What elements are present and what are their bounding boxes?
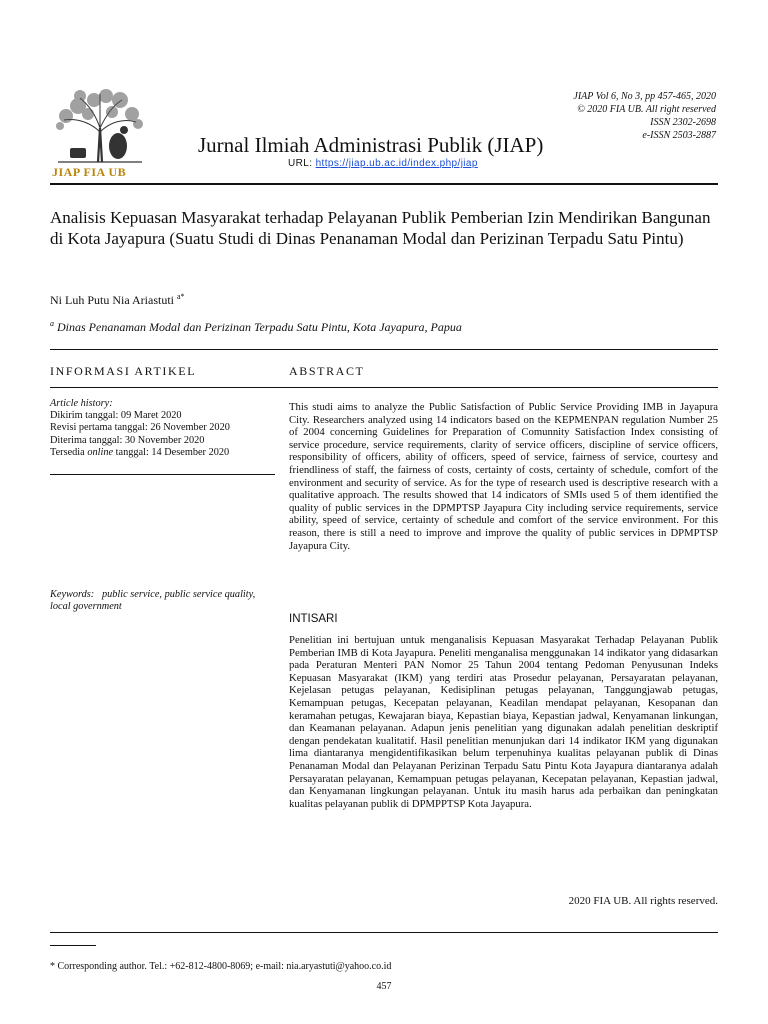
footnote-divider xyxy=(50,945,96,946)
intisari-text: Penelitian ini bertujuan untuk menganalisis Kepuasan Masyarakat Terhadap Pelayanan Publik Pemberian IMB di Kota Jayapura. Peneliti menganalisa menggunakan 14 indikator yang didasarkan pada Peraturan Menteri PAN Nomor 25 Tahun 2004 tentang Pedoman Penyusunan Indeks Kepuasan Masyarakat (IKM) yang terdiri atas Prosedur pelayanan, Persayaratan pelayanan, Kejelasan petugas pelayanan, Kedisiplinan petugas pelayanan, Tanggungjawab petugas, Kemampuan petugas, Kecepatan pelayanan, Keadilan mendapat pelayanan, Kesopanan dan keramahan petugas, Kewajaran biaya, Kepastian biaya, Kepastian jadwal, Kenyamanan linkungan, dan Keamanan pelayanan. Adapun jenis penelitian yang digunakan adalah penelitian deskriptif dengan pendekatan kualitatif. Hasil penelitian menunjukan dari 14 indikator IKM yang digunakan lima diantaranya mengidentifikasikan belum terpenuhinya kualitas pelayanan publik di Dinas Penanaman Modal dan Pelayanan Perizinan Terpadu Satu Pintu Kota Jayapura diantaranya adalah Persayaratan pelayanan, Kemampuan petugas pelayanan, Kecepatan pelayanan, Kepastian jadwal, dan Kenyamanan lingkungan pelayanan. Untuk itu masih harus ada perbaikan dan peningkatan kualitas pelayanan publik di DPMPPTSP Kota Jayapura. xyxy=(289,634,718,810)
history-revised: Revisi pertama tanggal: 26 November 2020 xyxy=(50,422,230,434)
journal-logo xyxy=(50,88,150,180)
history-label: Article history: xyxy=(50,398,113,409)
footnote-mark: * xyxy=(50,961,55,972)
author-line xyxy=(50,292,185,308)
online-prefix: Tersedia xyxy=(50,446,88,458)
abstract-heading: ABSTRACT xyxy=(289,364,365,378)
author-superscript: a* xyxy=(177,292,185,301)
keywords-label: Keywords: xyxy=(50,589,95,600)
intisari-heading: INTISARI xyxy=(289,613,338,625)
heading-divider xyxy=(50,387,718,388)
footnote-text: Corresponding author. Tel.: +62-812-4800-8069; e-mail: nia.aryastuti@yahoo.co.id xyxy=(55,961,392,972)
journal-title: Jurnal Ilmiah Administrasi Publik (JIAP) xyxy=(198,133,544,157)
url-label: URL: xyxy=(288,158,313,169)
meta-volume: JIAP Vol 6, No 3, pp 457-465, 2020 xyxy=(573,91,716,102)
corresponding-author-footnote xyxy=(50,961,391,972)
keywords xyxy=(50,589,275,612)
affiliation-text: Dinas Penanaman Modal dan Perizinan Terpadu Satu Pintu, Kota Jayapura, Papua xyxy=(57,320,462,334)
author-name: Ni Luh Putu Nia Ariastuti xyxy=(50,293,174,307)
logo-text: JIAP FIA UB xyxy=(52,165,127,179)
journal-url-line xyxy=(288,158,478,169)
history-accepted: Diterima tanggal: 30 November 2020 xyxy=(50,434,205,446)
article-title: Analisis Kepuasan Masyarakat terhadap Pelayanan Publik Pemberian Izin Mendirikan Bangunan di Kota Jayapura (Suatu Studi di Dinas Penanaman Modal dan Perizinan Terpadu Satu Pintu) xyxy=(50,208,711,248)
abstract-text: This studi aims to analyze the Public Satisfaction of Public Service Providing IMB in Jayapura City. Researchers analyzed using 14 indicators based on the KEPMENPAN regulation Number 25 of 2004 concerning Guidelines for Preparation of Comunnity Satisfaction Index consisting of service procedure, service requirements, clarity of service officers, discipline of service officers, responsibility of officers, ability of officers, speed of service, fairness of service, courtesy and friendliness of staff, the fairness of costs, certainty of costs, certainty of schedule, comfort of the environment and security of service. As for the type of research used is descriptive research with a qualitative approach. The results showed that 14 indicators of SMIs used 5 of them identified the quality of public services in the DPMPTSP Jayapura City including service requirements, service ability, speed of service, certainty of schedule and comfort of the service environment. For this reason, there is still a need to improve and improve the quality of public services in DPMPTSP Jayapura City. xyxy=(289,401,718,552)
history-submitted: Dikirim tanggal: 09 Maret 2020 xyxy=(50,410,182,422)
page-number: 457 xyxy=(376,981,392,992)
history-online xyxy=(50,447,275,459)
article-history xyxy=(50,398,275,459)
copyright-notice: 2020 FIA UB. All rights reserved. xyxy=(568,895,718,907)
tree-illustration-icon xyxy=(50,88,150,164)
journal-meta xyxy=(573,90,716,142)
online-word: online xyxy=(87,446,114,458)
history-divider xyxy=(50,474,275,475)
footer-divider xyxy=(50,932,718,933)
affiliation-line xyxy=(50,319,462,335)
keywords-text: public service, public service quality, local government xyxy=(50,589,256,612)
header-divider xyxy=(50,183,718,185)
meta-issn: ISSN 2302-2698 xyxy=(650,117,716,128)
meta-eissn: e-ISSN 2503-2887 xyxy=(642,130,716,141)
online-suffix: tanggal: 14 Desember 2020 xyxy=(113,446,230,458)
affiliation-superscript: a xyxy=(50,319,54,328)
info-heading: INFORMASI ARTIKEL xyxy=(50,364,197,378)
journal-url-link[interactable]: https://jiap.ub.ac.id/index.php/jiap xyxy=(315,158,478,169)
meta-copyright: © 2020 FIA UB. All right reserved xyxy=(577,104,716,115)
section-divider xyxy=(50,349,718,350)
